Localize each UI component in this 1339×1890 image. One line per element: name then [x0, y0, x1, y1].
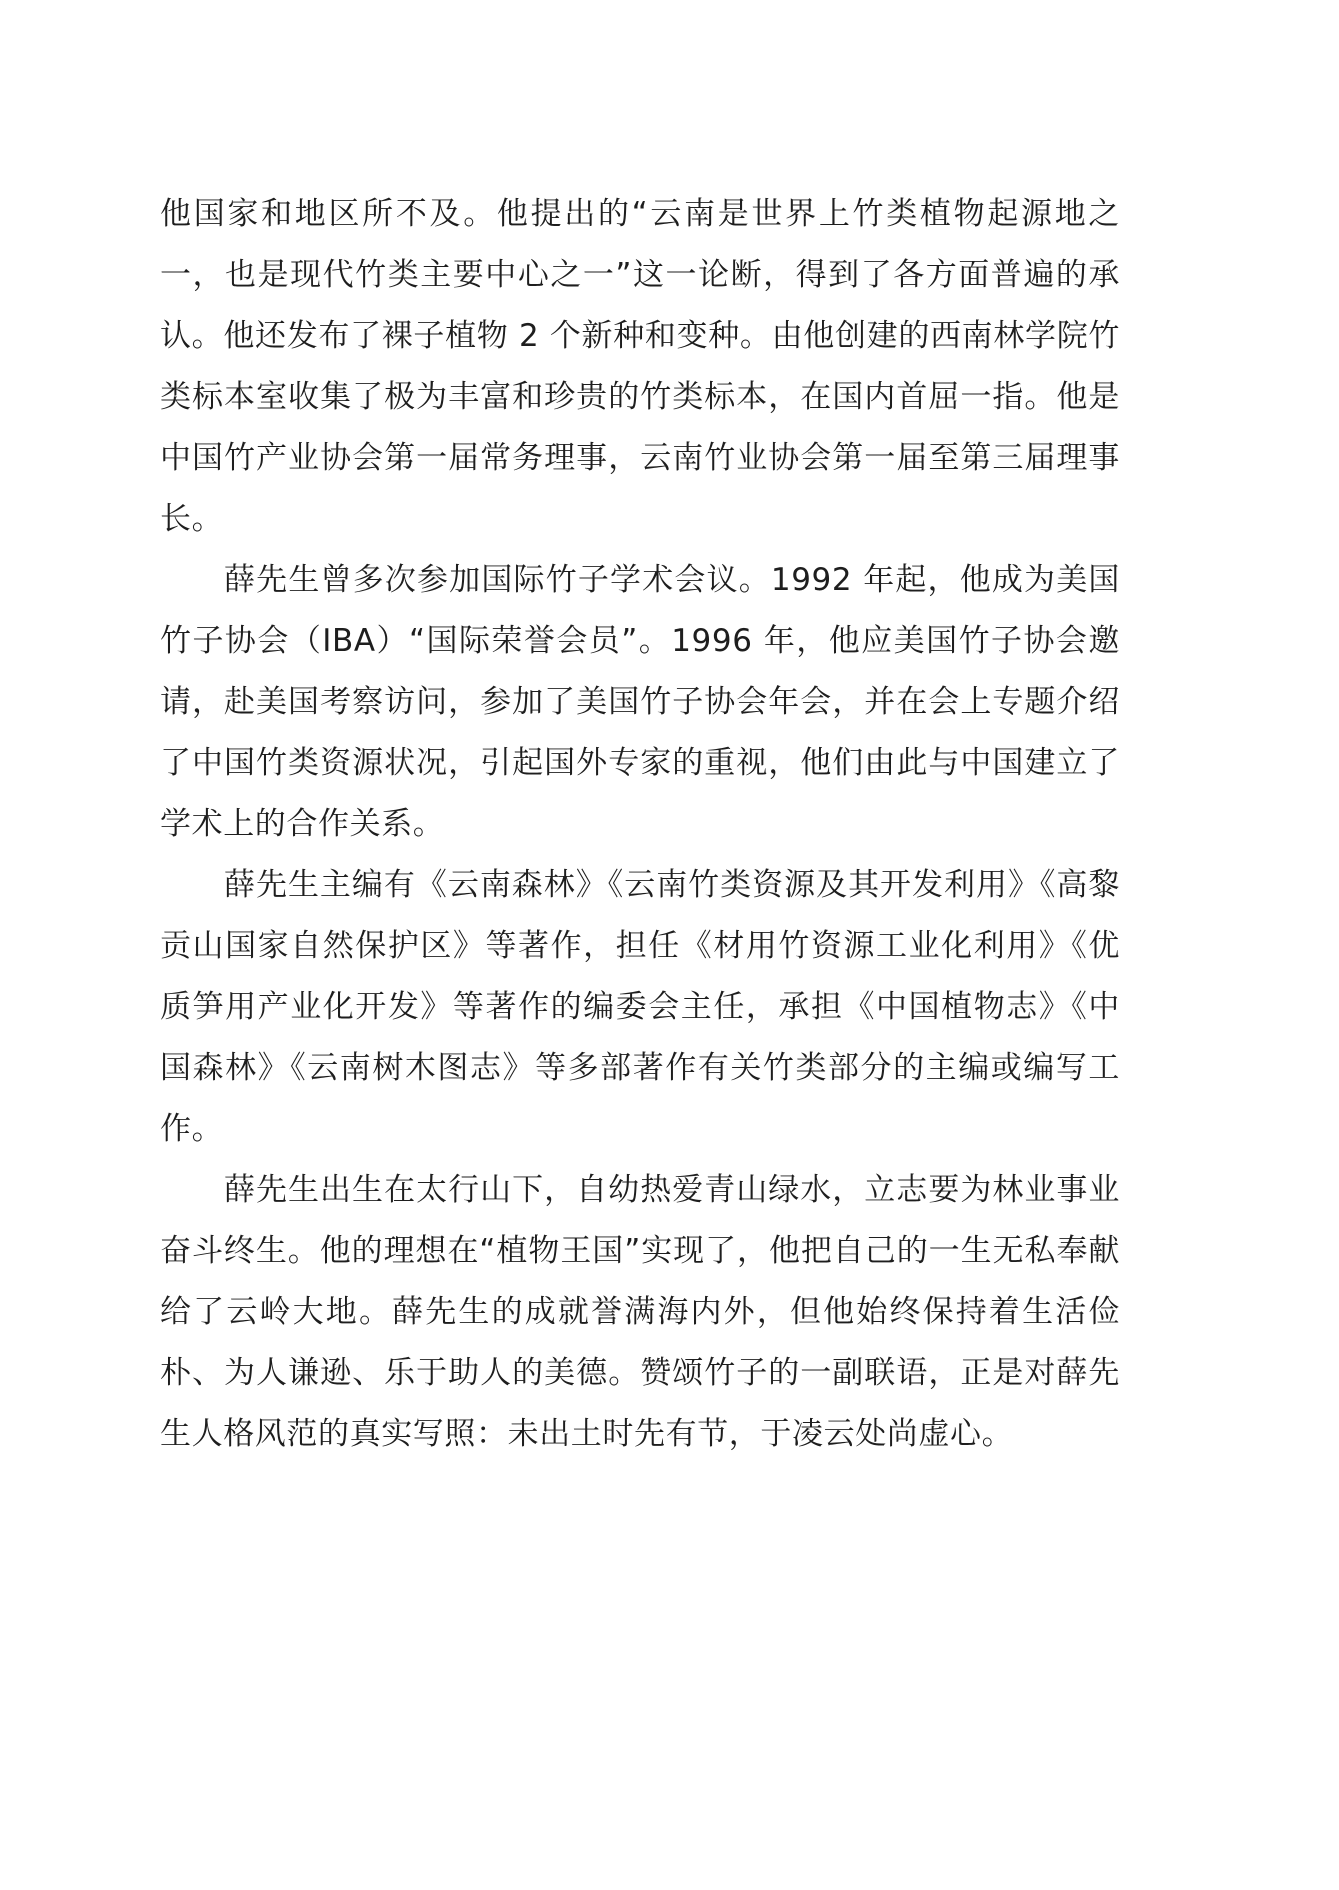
- paragraph-continued: 他国家和地区所不及。他提出的“云南是世界上竹类植物起源地之一，也是现代竹类主要中心之一”这一论断，得到了各方面普遍的承认。他还发布了裸子植物 2 个新种和变种。由他创建的西南林学院竹类标本室收集了极为丰富和珍贵的竹类标本，在国内首屈一指。他是中国竹产业协会第一届常务理事，云南竹业协会第一届至第三届理事长。: [160, 196, 1120, 537]
- paragraph-publications: 薛先生主编有《云南森林》《云南竹类资源及其开发利用》《高黎贡山国家自然保护区》等著作，担任《材用竹资源工业化利用》《优质笋用产业化开发》等著作的编委会主任，承担《中国植物志》《中国森林》《云南树木图志》等多部著作有关竹类部分的主编或编写工作。: [160, 867, 1120, 1147]
- paragraph-character: 薛先生出生在太行山下，自幼热爱青山绿水，立志要为林业事业奋斗终生。他的理想在“植物王国”实现了，他把自己的一生无私奉献给了云岭大地。薛先生的成就誉满海内外，但他始终保持着生活俭朴、为人谦逊、乐于助人的美德。赞颂竹子的一副联语，正是对薛先生人格风范的真实写照：未出土时先有节，于凌云处尚虚心。: [160, 1172, 1120, 1452]
- paragraph-international-conferences: 薛先生曾多次参加国际竹子学术会议。1992 年起，他成为美国竹子协会（IBA）“国际荣誉会员”。1996 年，他应美国竹子协会邀请，赴美国考察访问，参加了美国竹子协会年会，并在会上专题介绍了中国竹类资源状况，引起国外专家的重视，他们由此与中国建立了学术上的合作关系。: [160, 562, 1120, 842]
- body-text: [160, 184, 1120, 1465]
